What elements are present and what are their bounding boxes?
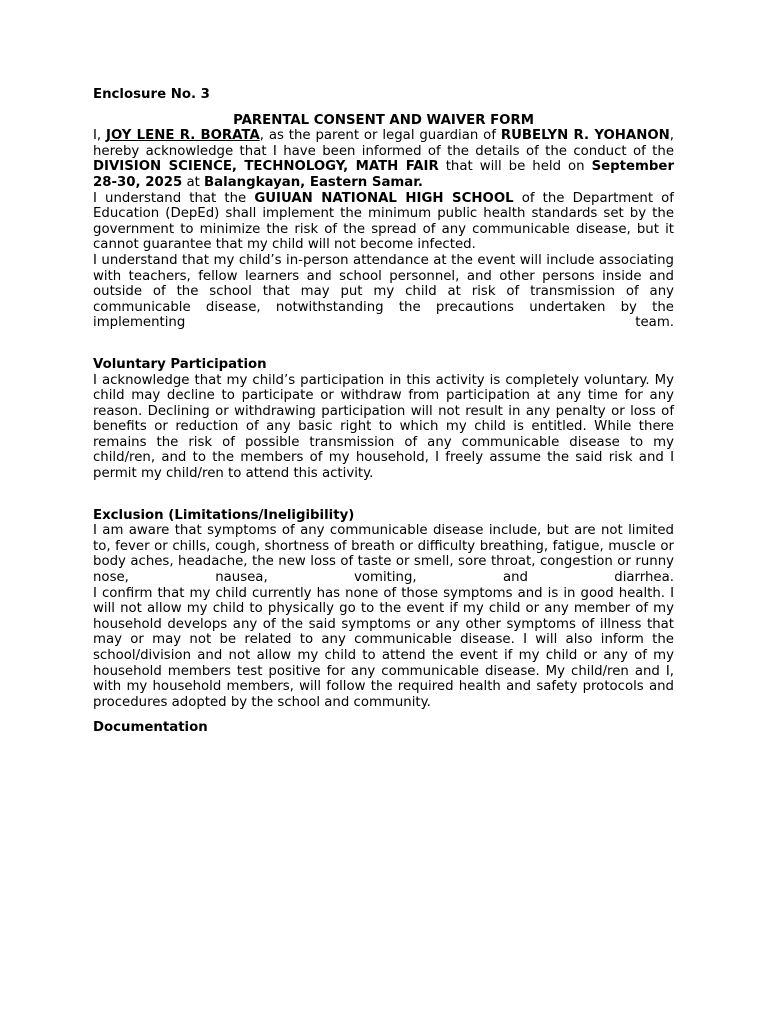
intro-part3: that will be held on (438, 159, 592, 175)
child-name: RUBELYN R. YOHANON (500, 128, 670, 144)
enclosure-label: Enclosure No. 3 (93, 87, 210, 102)
voluntary-heading: Voluntary Participation (93, 356, 267, 372)
event-venue: Balangkayan, Eastern Samar. (204, 174, 423, 190)
consent-form-page (93, 87, 674, 736)
intro-part1: , as the parent or legal guardian of (259, 128, 501, 144)
parent-name: JOY LENE R. BORATA (106, 128, 260, 144)
documentation-heading: Documentation (93, 720, 208, 736)
health-standards-paragraph (93, 191, 674, 253)
school-name: GUIUAN NATIONAL HIGH SCHOOL (254, 190, 514, 206)
intro-part2: , hereby acknowledge that I have been informed of the details of the conduct of the (93, 128, 674, 159)
exclusion-heading: Exclusion (Limitations/Ineligibility) (93, 507, 355, 523)
symptoms-paragraph: I am aware that symptoms of any communicable disease include, but are not limited to, fever or chills, cough, shortness of breath or difficulty breathing, fatigue, muscle or body aches, headache, the new loss of taste or smell, sore throat, congestion or runny nose, nausea, vomiting, and diarrhea. (93, 523, 674, 586)
event-date: September 28-30, 2025 (93, 159, 674, 190)
understand1-prefix: I understand that the (93, 190, 255, 206)
intro-part4: at (182, 174, 205, 190)
confirmation-paragraph: I confirm that my child currently has none of those symptoms and is in good health. I will not allow my child to physically go to the event if my child or any member of my household develops any of the said symptoms or any other symptoms of illness that may or may not be related to any communicable disease. I will also inform the school/division and not allow my child to attend the event if my child or any of my household members test positive for any communicable disease. My child/ren and I, with my household members, will follow the required health and safety protocols and procedures adopted by the school and community. (93, 585, 674, 710)
understand1-rest: of the Department of Education (DepEd) shall implement the minimum public health standards set by the government to minimize the risk of the spread of any communicable disease, but it cannot guarantee that my child will not become infected. (93, 190, 674, 253)
intro-prefix: I, (93, 128, 107, 144)
form-title: PARENTAL CONSENT AND WAIVER FORM (233, 112, 534, 128)
voluntary-paragraph: I acknowledge that my child’s participation in this activity is completely voluntary. My child may decline to participate or withdraw from participation at any time for any reason. Declining or withdrawing participation will not result in any penalty or loss of benefits or reduction of any basic right to which my child is entitled. While there remains the risk of possible transmission of any communicable disease to my child/ren, and to the members of my household, I freely assume the said risk and I permit my child/ren to attend this activity. (93, 372, 674, 482)
event-name: DIVISION SCIENCE, TECHNOLOGY, MATH FAIR (93, 159, 439, 175)
intro-paragraph (93, 128, 674, 190)
attendance-risk-paragraph: I understand that my child’s in-person attendance at the event will include associating with teachers, fellow learners and school personnel, and other persons inside and outside of the school that may put my child at risk of transmission of any communicable disease, notwithstanding the precautions undertaken by the implementing team. (93, 252, 674, 331)
